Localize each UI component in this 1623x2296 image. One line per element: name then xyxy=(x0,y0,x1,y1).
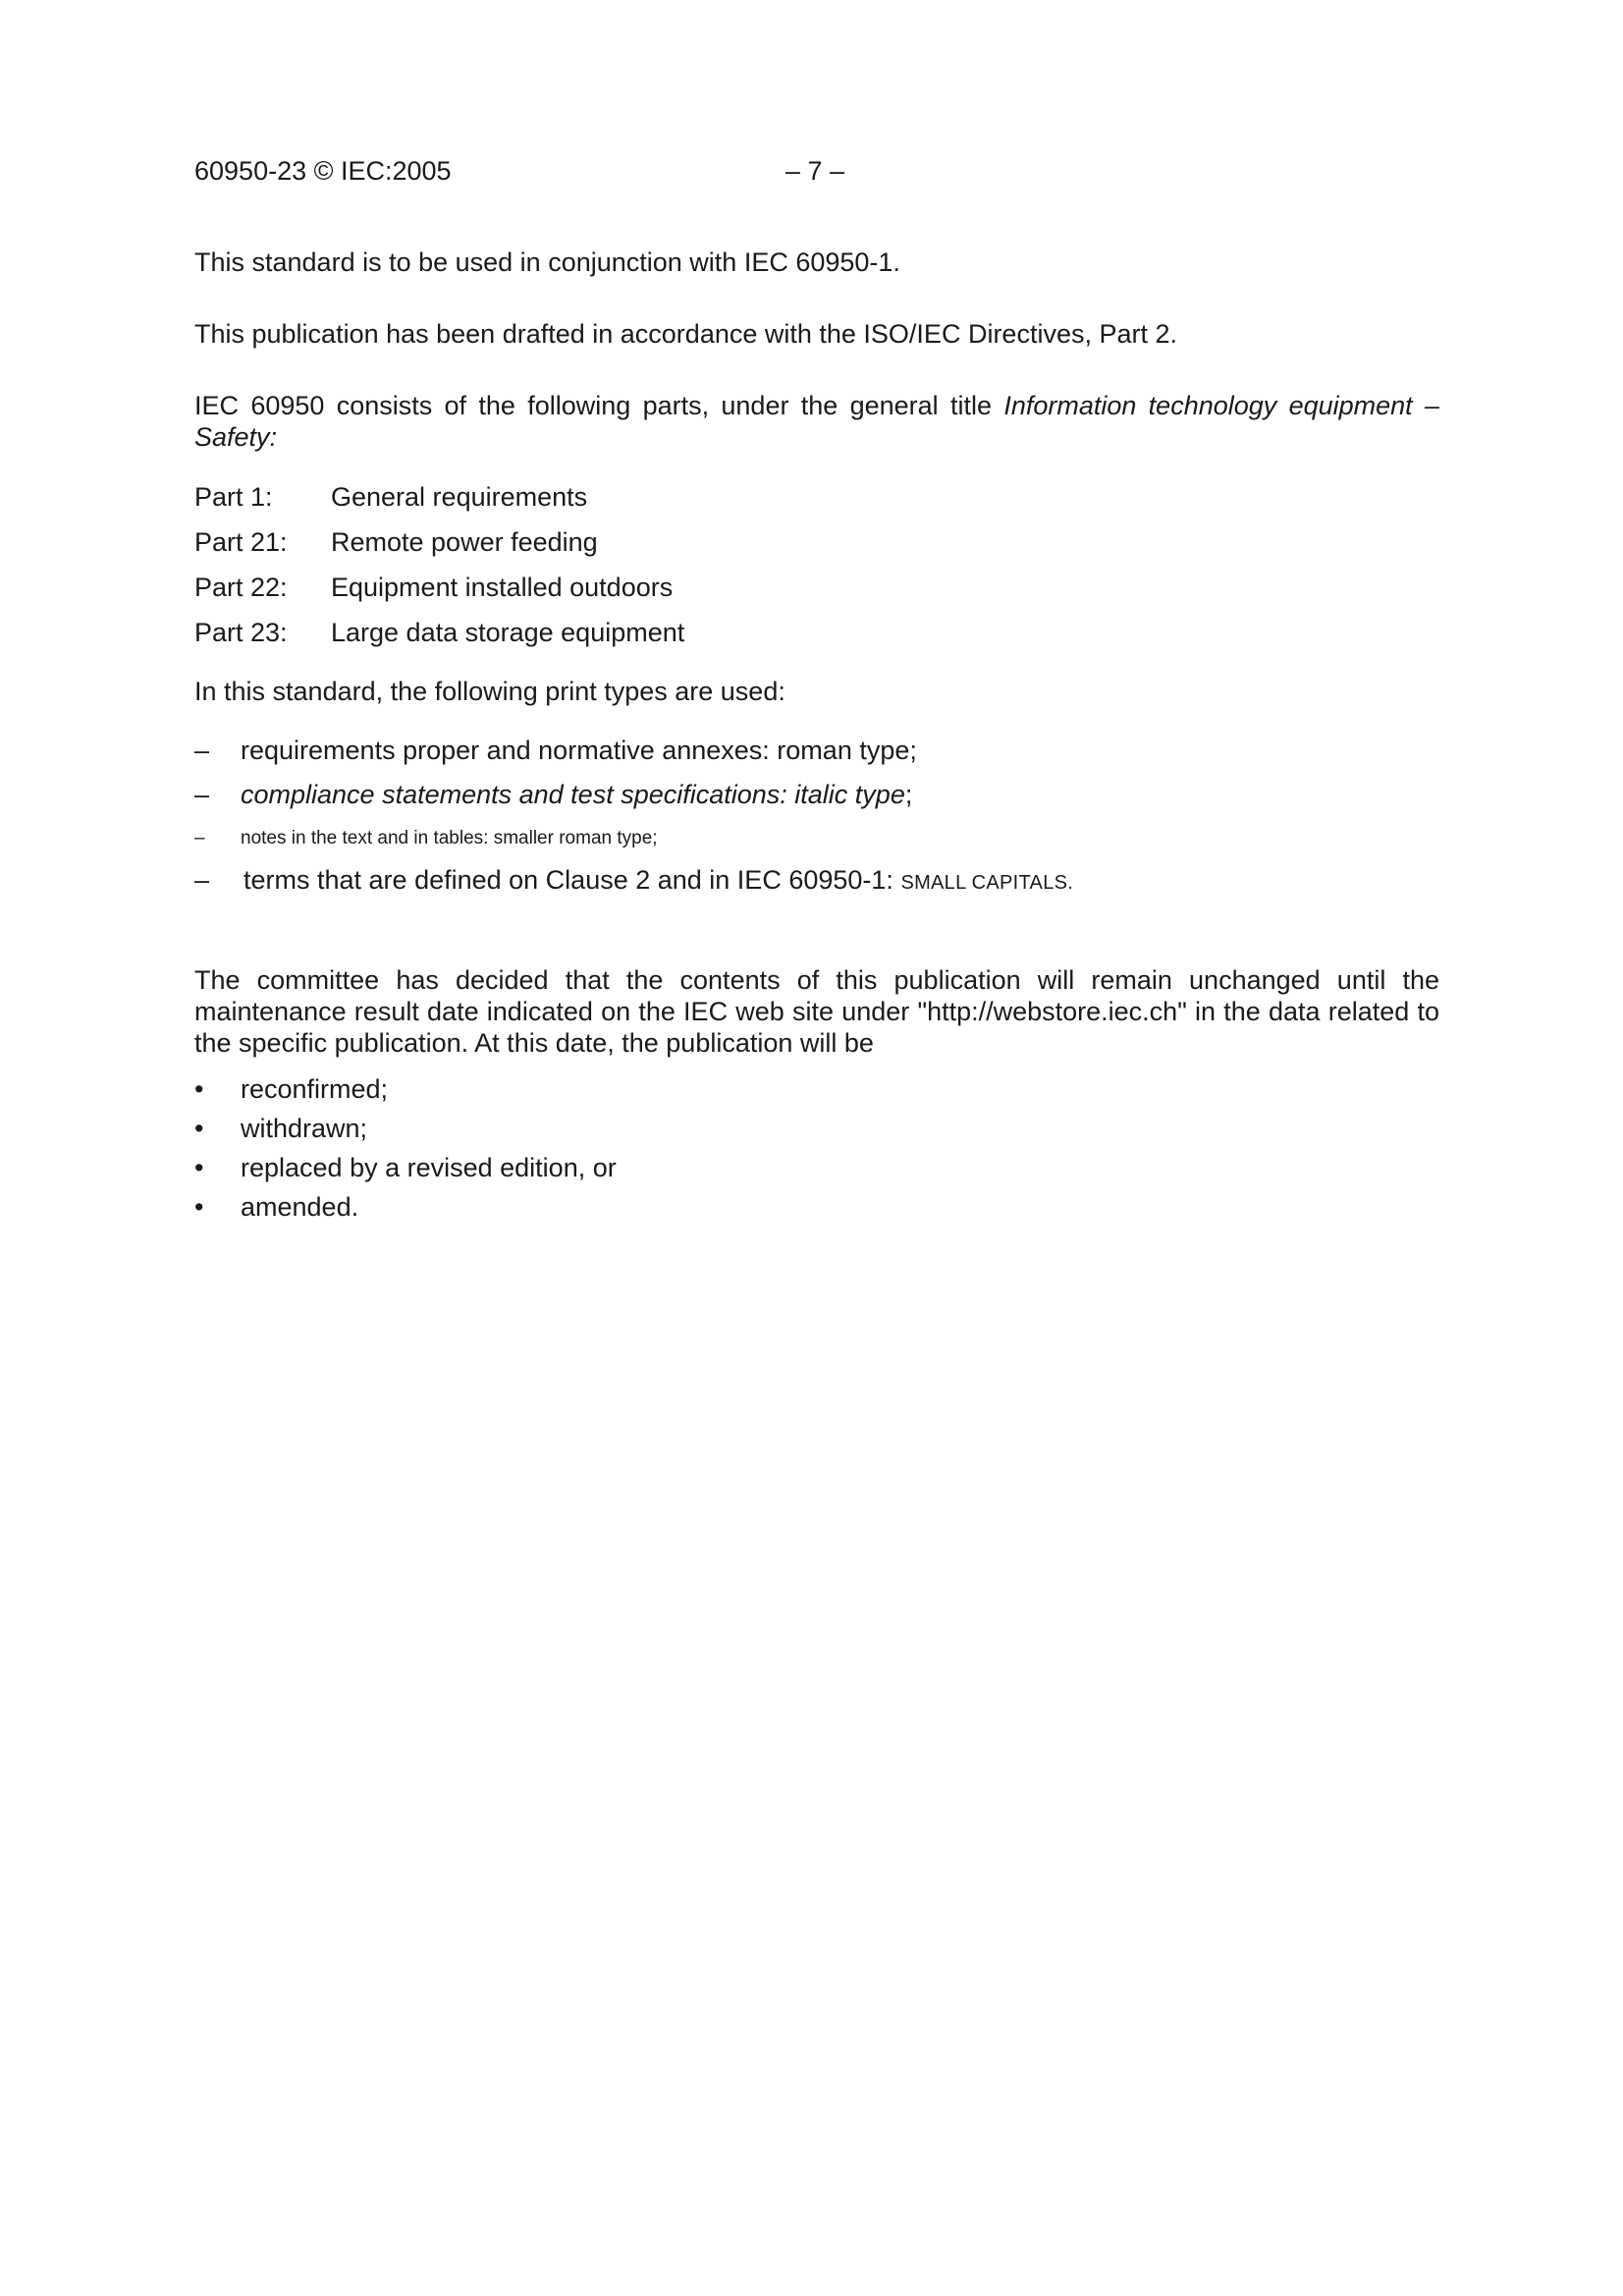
maintenance-paragraph: The committee has decided that the contents of this publication will remain unchanged until the maintenance result date indicated on the IEC web site under "http://webstore.iec.ch" in the data related to the specific publication. At this date, the publication will be xyxy=(194,965,1439,1058)
dash-marker: – xyxy=(194,780,210,809)
bullet-marker: • xyxy=(194,1192,204,1222)
print-type-roman: requirements proper and normative annexes: roman type; xyxy=(241,736,917,765)
print-type-italic xyxy=(241,779,912,810)
part-number: Part 1: xyxy=(194,482,273,512)
print-type-smaller: notes in the text and in tables: smaller roman type; xyxy=(241,828,658,848)
page-number: – 7 – xyxy=(785,156,845,186)
bullet-marker: • xyxy=(194,1074,204,1104)
item-suffix: . xyxy=(1067,872,1074,894)
part-number: Part 21: xyxy=(194,527,288,557)
part-number: Part 22: xyxy=(194,573,288,602)
general-title: Information technology equipment – Safety: xyxy=(194,391,1439,452)
print-type-smallcaps xyxy=(243,864,1073,899)
part-title: Large data storage equipment xyxy=(331,618,685,647)
part-title: Equipment installed outdoors xyxy=(331,573,674,602)
item-suffix: ; xyxy=(904,780,913,809)
bullet-marker: • xyxy=(194,1114,204,1143)
print-types-intro: In this standard, the following print types are used: xyxy=(194,677,785,706)
intro-paragraph-2: This publication has been drafted in accordance with the ISO/IEC Directives, Part 2. xyxy=(194,319,1178,349)
option-text: withdrawn; xyxy=(241,1114,368,1143)
dash-marker: – xyxy=(194,736,210,765)
bullet-marker: • xyxy=(194,1153,204,1182)
intro-paragraph-3 xyxy=(194,390,1439,453)
part-title: General requirements xyxy=(331,482,588,512)
option-text: replaced by a revised edition, or xyxy=(241,1153,617,1182)
dash-marker: – xyxy=(194,865,210,895)
option-text: reconfirmed; xyxy=(241,1074,389,1104)
smallcaps-sample: SMALL CAPITALS xyxy=(900,872,1068,894)
standard-reference: 60950-23 © IEC:2005 xyxy=(194,156,452,186)
dash-marker: – xyxy=(194,828,205,848)
parts-intro-text: IEC 60950 consists of the following parts, under the general title xyxy=(194,391,992,420)
intro-paragraph-1: This standard is to be used in conjunction with IEC 60950-1. xyxy=(194,247,900,277)
option-text: amended. xyxy=(241,1192,359,1222)
defined-terms-text: terms that are defined on Clause 2 and in IEC 60950-1: xyxy=(243,865,893,895)
part-number: Part 23: xyxy=(194,618,288,647)
part-title: Remote power feeding xyxy=(331,527,598,557)
italic-sample: compliance statements and test specifications: italic type xyxy=(241,780,905,809)
